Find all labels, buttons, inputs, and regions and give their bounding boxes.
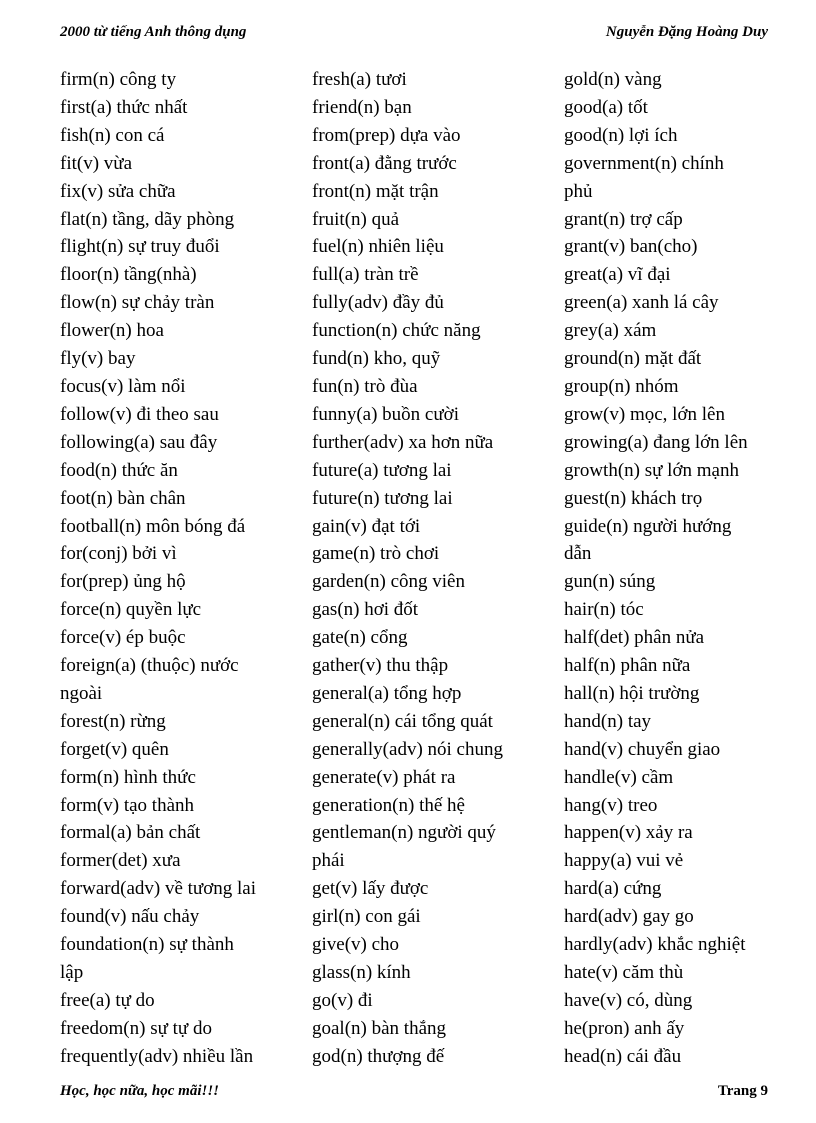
vocab-entry: gain(v) đạt tới <box>312 515 421 537</box>
vocab-entry: phủ <box>564 180 593 202</box>
vocab-entry: fly(v) bay <box>60 348 136 370</box>
vocab-entry: game(n) trò chơi <box>312 543 440 565</box>
vocab-entry: following(a) sau đây <box>60 431 218 453</box>
vocab-entry: focus(v) làm nổi <box>60 375 186 397</box>
vocab-entry: free(a) tự do <box>60 989 155 1011</box>
vocab-entry: handle(v) cầm <box>564 766 674 788</box>
page-header <box>60 24 768 46</box>
vocab-entry: fix(v) sửa chữa <box>60 180 176 202</box>
vocab-entry: fun(n) trò đùa <box>312 375 418 397</box>
vocab-entry: freedom(n) sự tự do <box>60 1017 212 1039</box>
vocab-entry: fruit(n) quả <box>312 208 400 230</box>
vocab-entry: formal(a) bản chất <box>60 822 201 844</box>
vocabulary-column-2 <box>312 66 552 1071</box>
vocab-entry: foreign(a) (thuộc) nước <box>60 655 239 677</box>
vocab-entry: have(v) có, dùng <box>564 989 693 1011</box>
vocab-entry: guide(n) người hướng <box>564 515 732 537</box>
vocab-entry: great(a) vĩ đại <box>564 264 671 286</box>
vocab-entry: force(v) ép buộc <box>60 627 186 649</box>
vocab-entry: group(n) nhóm <box>564 375 679 397</box>
vocab-entry: flow(n) sự chảy tràn <box>60 292 215 314</box>
vocab-entry: ground(n) mặt đất <box>564 348 702 370</box>
vocab-entry: good(n) lợi ích <box>564 124 678 146</box>
vocab-entry: growth(n) sự lớn mạnh <box>564 459 739 481</box>
vocab-entry: hall(n) hội trường <box>564 682 700 704</box>
vocabulary-column-3 <box>564 66 780 1071</box>
vocab-entry: hand(n) tay <box>564 710 652 732</box>
vocab-entry: grey(a) xám <box>564 320 657 342</box>
vocab-entry: girl(n) con gái <box>312 906 421 928</box>
vocab-entry: grant(n) trợ cấp <box>564 208 683 230</box>
vocab-entry: fund(n) kho, quỹ <box>312 348 441 370</box>
vocab-entry: go(v) đi <box>312 989 373 1011</box>
vocab-entry: fuel(n) nhiên liệu <box>312 236 444 258</box>
vocab-entry: hang(v) treo <box>564 794 658 816</box>
vocab-entry: gas(n) hơi đốt <box>312 599 419 621</box>
vocab-entry: general(a) tổng hợp <box>312 682 462 704</box>
vocab-entry: gun(n) súng <box>564 571 656 593</box>
vocab-entry: full(a) tràn trề <box>312 264 419 286</box>
vocab-entry: fully(adv) đầy đủ <box>312 292 444 314</box>
vocab-entry: first(a) thức nhất <box>60 96 188 118</box>
vocab-entry: future(a) tương lai <box>312 459 452 481</box>
vocab-entry: hate(v) căm thù <box>564 962 684 983</box>
vocab-entry: green(a) xanh lá cây <box>564 292 719 314</box>
vocab-entry: lập <box>60 962 84 983</box>
vocab-entry: forward(adv) về tương lai <box>60 878 257 900</box>
vocab-entry: for(conj) bởi vì <box>60 543 177 565</box>
vocab-entry: get(v) lấy được <box>312 878 429 900</box>
vocab-entry: fresh(a) tươi <box>312 69 407 90</box>
vocab-entry: fish(n) con cá <box>60 124 165 146</box>
vocab-entry: fit(v) vừa <box>60 152 133 174</box>
vocab-entry: for(prep) ủng hộ <box>60 571 186 593</box>
vocab-entry: gold(n) vàng <box>564 69 662 90</box>
footer-motto: Học, học nữa, học mãi!!! <box>60 1083 220 1099</box>
page-footer <box>60 1083 768 1105</box>
vocab-entry: goal(n) bàn thắng <box>312 1017 447 1039</box>
vocab-entry: gather(v) thu thập <box>312 655 449 677</box>
vocab-entry: grant(v) ban(cho) <box>564 236 698 258</box>
vocab-entry: form(n) hình thức <box>60 766 196 788</box>
vocab-entry: he(pron) anh ấy <box>564 1017 685 1039</box>
vocab-entry: form(v) tạo thành <box>60 794 195 816</box>
vocab-entry: front(n) mặt trận <box>312 180 439 202</box>
vocab-entry: hard(adv) gay go <box>564 906 694 928</box>
vocab-entry: dẫn <box>564 543 592 565</box>
vocab-entry: grow(v) mọc, lớn lên <box>564 403 725 425</box>
vocab-entry: found(v) nấu chảy <box>60 906 200 928</box>
vocab-entry: hard(a) cứng <box>564 878 662 900</box>
vocab-entry: guest(n) khách trọ <box>564 487 703 509</box>
vocab-entry: growing(a) đang lớn lên <box>564 431 748 453</box>
vocab-entry: follow(v) đi theo sau <box>60 403 219 425</box>
vocab-entry: gentleman(n) người quý <box>312 822 496 844</box>
vocab-entry: function(n) chức năng <box>312 320 481 342</box>
vocab-entry: hardly(adv) khắc nghiệt <box>564 934 746 956</box>
vocab-entry: foundation(n) sự thành <box>60 934 234 956</box>
vocab-entry: good(a) tốt <box>564 96 648 118</box>
vocab-entry: firm(n) công ty <box>60 69 177 90</box>
vocab-entry: friend(n) bạn <box>312 96 412 118</box>
vocabulary-column-1 <box>60 66 300 1071</box>
vocab-entry: happen(v) xảy ra <box>564 822 693 844</box>
vocab-entry: generate(v) phát ra <box>312 766 456 788</box>
header-title: 2000 từ tiếng Anh thông dụng <box>60 24 247 40</box>
vocab-entry: half(n) phân nữa <box>564 655 691 677</box>
vocab-entry: future(n) tương lai <box>312 487 453 509</box>
vocab-entry: frequently(adv) nhiều lần <box>60 1045 254 1067</box>
vocab-entry: further(adv) xa hơn nữa <box>312 431 494 453</box>
vocab-entry: from(prep) dựa vào <box>312 124 461 146</box>
vocab-entry: hand(v) chuyển giao <box>564 738 721 760</box>
vocab-entry: front(a) đằng trước <box>312 152 457 174</box>
vocab-entry: funny(a) buồn cười <box>312 403 459 425</box>
vocab-entry: gate(n) cổng <box>312 627 408 649</box>
vocab-entry: happy(a) vui vẻ <box>564 850 684 872</box>
vocab-entry: give(v) cho <box>312 934 400 956</box>
vocab-entry: food(n) thức ăn <box>60 459 178 481</box>
vocab-entry: football(n) môn bóng đá <box>60 515 246 537</box>
vocab-entry: former(det) xưa <box>60 850 181 872</box>
header-author: Nguyễn Đặng Hoàng Duy <box>605 24 768 40</box>
vocab-entry: head(n) cái đầu <box>564 1045 682 1067</box>
page-number: Trang 9 <box>717 1083 768 1099</box>
vocab-entry: flat(n) tầng, dãy phòng <box>60 208 235 230</box>
vocab-entry: foot(n) bàn chân <box>60 487 186 509</box>
vocab-entry: half(det) phân nửa <box>564 627 705 649</box>
vocab-entry: government(n) chính <box>564 152 724 174</box>
vocab-entry: general(n) cái tổng quát <box>312 710 493 732</box>
vocab-entry: generation(n) thế hệ <box>312 794 465 816</box>
vocab-entry: flight(n) sự truy đuổi <box>60 236 220 258</box>
vocab-entry: hair(n) tóc <box>564 599 644 621</box>
vocab-entry: flower(n) hoa <box>60 320 164 342</box>
vocab-entry: force(n) quyền lực <box>60 599 202 621</box>
vocabulary-columns <box>60 66 780 1066</box>
vocab-entry: ngoài <box>60 682 103 704</box>
vocab-entry: forget(v) quên <box>60 738 169 760</box>
vocab-entry: garden(n) công viên <box>312 571 465 593</box>
vocab-entry: forest(n) rừng <box>60 710 166 732</box>
vocab-entry: floor(n) tầng(nhà) <box>60 264 197 286</box>
vocab-entry: phái <box>312 850 345 872</box>
vocab-entry: god(n) thượng đế <box>312 1045 445 1067</box>
vocab-entry: glass(n) kính <box>312 962 411 983</box>
vocab-entry: generally(adv) nói chung <box>312 738 503 760</box>
